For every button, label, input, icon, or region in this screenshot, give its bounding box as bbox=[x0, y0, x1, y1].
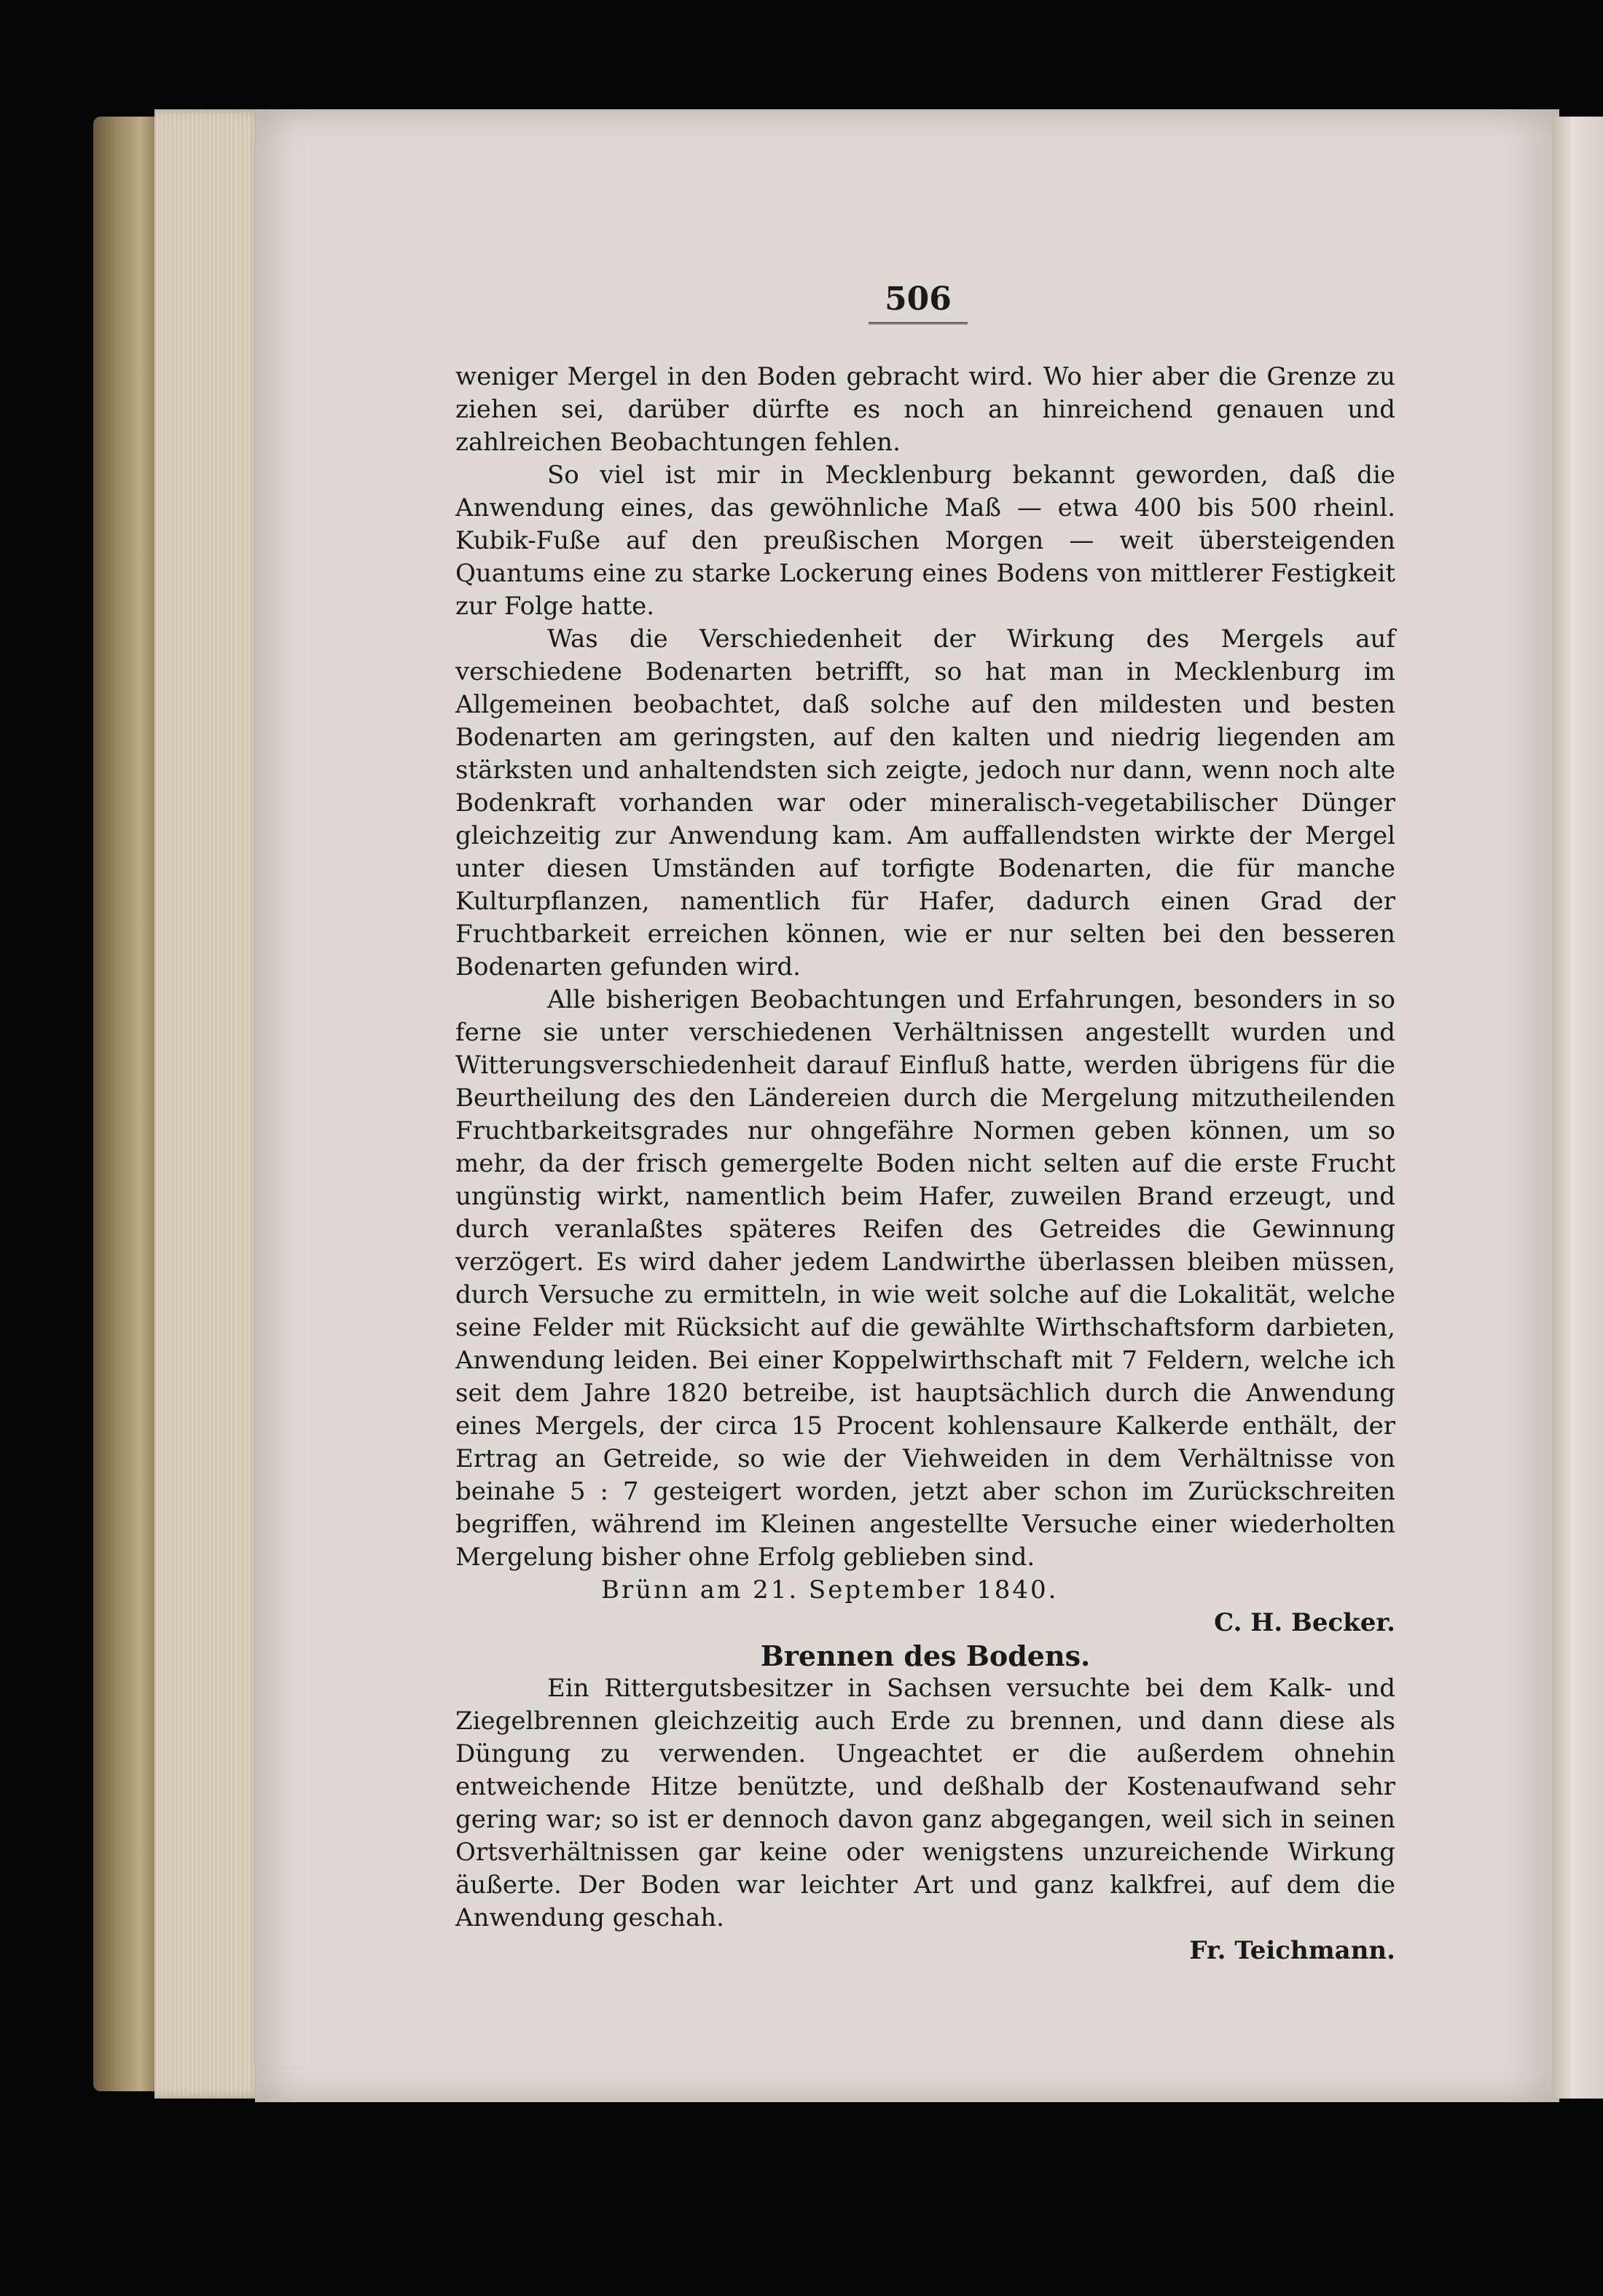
paragraph-mecklenburg: So viel ist mir in Mecklenburg bekannt geworden, daß die Anwendung eines, das gewöhnliche Maß — etwa 400 bis 500 rheinl. Kubik-Fuße auf den preußischen Morgen — weit übersteigenden Quantums eine zu starke Lockerung eines Bodens von mittlerer Festigkeit zur Folge hatte. bbox=[455, 461, 1395, 621]
signature-teichmann: Fr. Teichmann. bbox=[1189, 1936, 1395, 1965]
paragraph-bodenarten: Was die Verschiedenheit der Wirkung des Mergels auf verschiedene Bodenarten betrifft, so hat man in Mecklenburg im Allgemeinen beobachtet, daß solche auf den mildesten und besten Bodenarten am geringsten, auf den kalten und niedrig liegenden am stärksten und anhaltendsten sich zeigte, jedoch nur dann, wenn noch alte Bodenkraft vorhanden war oder mineralisch-vegetabilischer Dünger gleichzeitig zur Anwendung kam. Am auffallendsten wirkte der Mergel unter diesen Umständen auf torfigte Bodenarten, die für manche Kulturpflanzen, namentlich für Hafer, dadurch einen Grad der Fruchtbarkeit erreichen können, wie er nur selten bei den besseren Bodenarten gefunden wird. bbox=[455, 624, 1395, 982]
signature-becker: C. H. Becker. bbox=[1214, 1608, 1395, 1637]
paragraph-continuation: weniger Mergel in den Boden gebracht wird. Wo hier aber die Grenze zu ziehen sei, darüber dürfte es noch an hinreichend genauen und zahlreichen Beobachtungen fehlen. bbox=[455, 362, 1395, 457]
paragraph-brennen: Ein Rittergutsbesitzer in Sachsen versuchte bei dem Kalk- und Ziegelbrennen gleichzeitig auch Erde zu brennen, und dann diese als Düngung zu verwenden. Ungeachtet er die außerdem ohnehin entweichende Hitze benützte, und deßhalb der Kostenaufwand sehr gering war; so ist er dennoch davon ganz abgegangen, weil sich in seinen Ortsverhältnissen gar keine oder wenigstens unzureichende Wirkung äußerte. Der Boden war leichter Art und ganz kalkfrei, auf dem die Anwendung geschah. bbox=[455, 1674, 1395, 1932]
section-heading: Brennen des Bodens. bbox=[760, 1639, 1091, 1672]
paragraph-beobachtungen: Alle bisherigen Beobachtungen und Erfahrungen, besonders in so ferne sie unter verschiedenen Verhältnissen angestellt wurden und Witterungsverschiedenheit darauf Einfluß hatte, werden übrigens für die Beurtheilung des den Ländereien durch die Mergelung mitzutheilenden Fruchtbarkeitsgrades nur ohngefähre Normen geben können, um so mehr, da der frisch gemergelte Boden nicht selten auf die erste Frucht ungünstig wirkt, namentlich beim Hafer, zuweilen Brand erzeugt, und durch veranlaßtes späteres Reifen des Getreides die Gewinnung verzögert. Es wird daher jedem Landwirthe überlassen bleiben müssen, durch Versuche zu ermitteln, in wie weit solche auf die Lokalität, welche seine Felder mit Rücksicht auf die gewählte Wirthschaftsform darbieten, Anwendung leiden. Bei einer Koppelwirthschaft mit 7 Feldern, welche ich seit dem Jahre 1820 betreibe, ist hauptsächlich durch die Anwendung eines Mergels, der circa 15 Procent kohlensaure Kalkerde enthält, der Ertrag an Getreide, so wie der Viehweiden in dem Verhältnisse von beinahe 5 : 7 gesteigert worden, jetzt aber schon im Zurückschreiten begriffen, während im Kleinen angestellte Versuche einer wiederholten Mergelung bisher ohne Erfolg geblieben sind. bbox=[455, 985, 1395, 1572]
page-stack-edge bbox=[154, 109, 264, 2099]
facing-page-edge bbox=[1552, 117, 1603, 2099]
page-number: 506 bbox=[869, 281, 968, 324]
book-cover-edge bbox=[93, 117, 160, 2091]
dateline: Brünn am 21. September 1840. bbox=[601, 1575, 1059, 1605]
page-body bbox=[455, 361, 1395, 1967]
